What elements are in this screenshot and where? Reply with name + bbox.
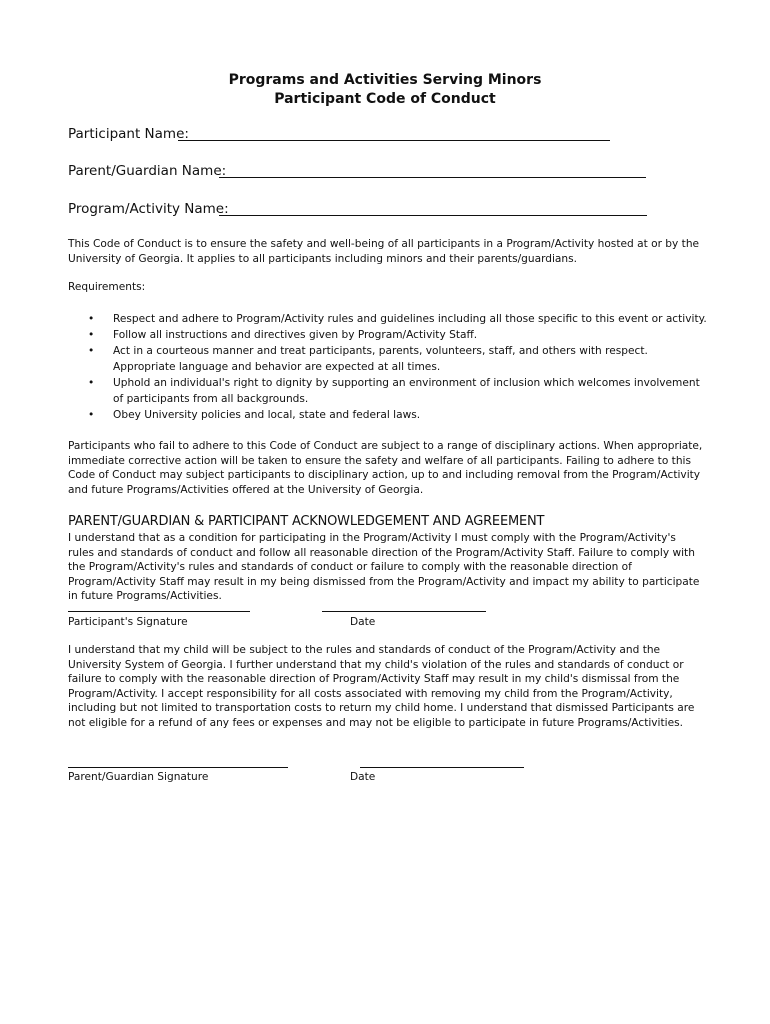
participant-name-label: Participant Name: [68, 126, 189, 142]
participant-acknowledgement: I understand that as a condition for participating in the Program/Activity I must comply with the Program/Activity's rules and standards of conduct and follow all reasonable direction of the Program/Activity Staff. Failure to comply with the Program/Activity's rules and standards of conduct or failure to comply with the reasonable direction of Program/Activity Staff may result in my being dismissed from the Program/Activity and impact my ability to participate in future Programs/Activities. [68, 532, 700, 603]
parent-date-line[interactable] [360, 767, 524, 768]
requirements-list [68, 311, 708, 423]
intro-paragraph: This Code of Conduct is to ensure the safety and well-being of all participants in a Program/Activity hosted at or by the University of Georgia. It applies to all participants including minors and their parents/guardians. [68, 238, 700, 265]
title-line-1: Programs and Activities Serving Minors [228, 72, 542, 88]
program-activity-name-line[interactable] [219, 215, 647, 216]
program-activity-name-label: Program/Activity Name: [68, 201, 229, 217]
participant-signature-line[interactable] [68, 611, 250, 612]
parent-guardian-name-line[interactable] [219, 177, 646, 178]
list-item: • Obey University policies and local, state and federal laws. [88, 409, 421, 421]
parent-acknowledgement: I understand that my child will be subject to the rules and standards of conduct of the Program/Activity and the University System of Georgia. I further understand that my child's violation of the rules and standards of conduct or failure to comply with the reasonable direction of Program/Activity Staff may result in my child's dismissal from the Program/Activity. I accept responsibility for all costs associated with removing my child from the Program/Activity, including but not limited to transportation costs to return my child home. I understand that dismissed Participants are not eligible for a refund of any fees or expenses and may not be eligible to participate in future Programs/Activities. [68, 644, 695, 729]
participant-signature-label: Participant's Signature [68, 616, 188, 628]
document-title [0, 71, 770, 109]
participant-date-label: Date [350, 616, 376, 628]
list-item: • Follow all instructions and directives given by Program/Activity Staff. [88, 329, 478, 341]
title-line-2: Participant Code of Conduct [274, 91, 496, 107]
bullet-icon: • [88, 345, 95, 357]
acknowledgement-heading: PARENT/GUARDIAN & PARTICIPANT ACKNOWLEDGEMENT AND AGREEMENT [68, 514, 545, 529]
bullet-icon: • [88, 313, 95, 325]
consequences-paragraph: Participants who fail to adhere to this Code of Conduct are subject to a range of disciplinary actions. When appropriate, immediate corrective action will be taken to ensure the safety and welfare of all participants. Failing to adhere to this Code of Conduct may subject participants to disciplinary action, up to and including removal from the Program/Activity and future Programs/Activities offered at the University of Georgia. [68, 440, 703, 496]
list-item: • Respect and adhere to Program/Activity rules and guidelines including all those specific to this event or activity. [88, 313, 707, 325]
participant-name-line[interactable] [178, 140, 610, 141]
list-item: • Act in a courteous manner and treat participants, parents, volunteers, staff, and others with respect. Appropriate language and behavior are expected at all times. [88, 345, 648, 373]
parent-signature-label: Parent/Guardian Signature [68, 771, 209, 783]
list-item: • Uphold an individual's right to dignity by supporting an environment of inclusion which welcomes involvement of participants from all backgrounds. [88, 377, 700, 405]
participant-name-field[interactable] [68, 126, 189, 142]
program-activity-name-field[interactable] [68, 201, 229, 217]
parent-signature-line[interactable] [68, 767, 288, 768]
parent-date-label: Date [350, 771, 376, 783]
bullet-icon: • [88, 409, 95, 421]
parent-guardian-name-label: Parent/Guardian Name: [68, 163, 227, 179]
bullet-icon: • [88, 329, 95, 341]
parent-guardian-name-field[interactable] [68, 163, 226, 179]
requirements-label: Requirements: [68, 281, 146, 293]
participant-date-line[interactable] [322, 611, 486, 612]
bullet-icon: • [88, 377, 95, 389]
